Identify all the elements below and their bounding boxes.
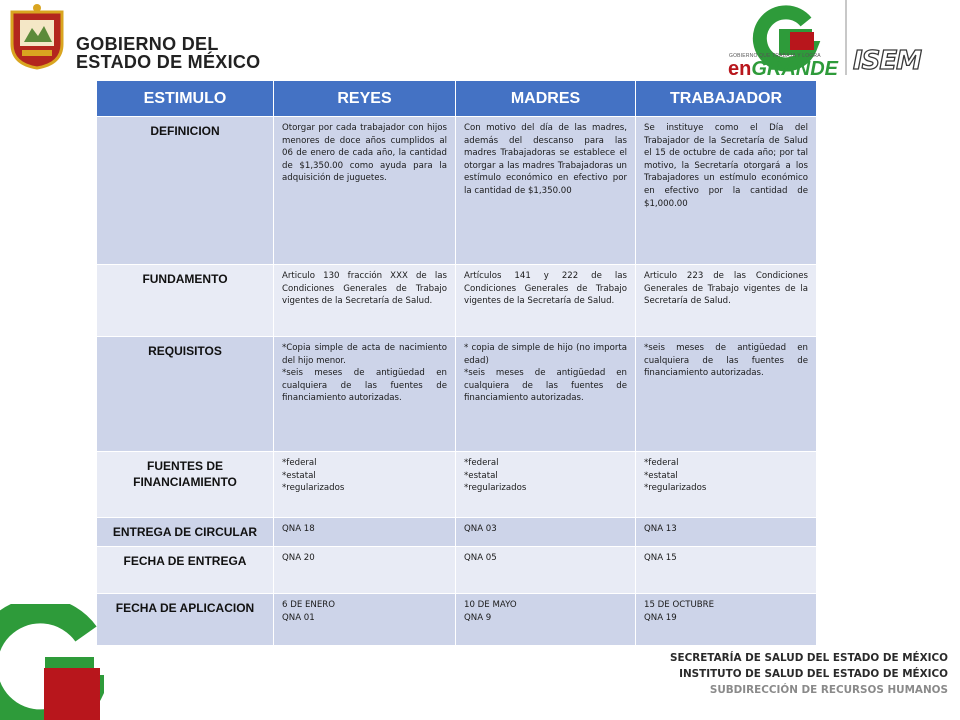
table-cell — [274, 594, 456, 646]
table-cell — [456, 547, 636, 594]
cell-text: Articulo 223 de las Condiciones Generales de Trabajo vigentes de la Secretaría de Salud. — [644, 271, 808, 307]
table-cell — [456, 594, 636, 646]
cell-text: *regularizados — [282, 483, 345, 494]
cell-text: QNA 9 — [464, 612, 492, 623]
table-header-row — [97, 81, 817, 117]
cell-text: Con motivo del día de las madres, además del descanso para las madres Trabajadoras se establece el otorgar a las madres Trabajadoras un estímulo económico en efectivo por la cantidad de $1,350.00 — [464, 123, 627, 196]
cell-text: *seis meses de antigüedad en cualquiera de las fuentes de financiamiento autorizadas. — [464, 368, 627, 404]
table-cell — [456, 452, 636, 518]
cell-text: *seis meses de antigüedad en cualquiera de las fuentes de financiamiento autorizadas. — [282, 368, 447, 404]
row-label: FECHA DE APLICACION — [97, 594, 274, 646]
page-footer — [670, 650, 948, 698]
row-label: FECHA DE ENTREGA — [97, 547, 274, 594]
footer-line-2: INSTITUTO DE SALUD DEL ESTADO DE MÉXICO — [679, 668, 948, 680]
government-logo-text — [76, 35, 260, 71]
row-label: FUENTES DE FINANCIAMIENTO — [97, 452, 274, 518]
footer-line-3: SUBDIRECCIÓN DE RECURSOS HUMANOS — [709, 684, 948, 696]
table-row — [97, 547, 817, 594]
table-cell — [456, 337, 636, 452]
table-row — [97, 337, 817, 452]
table-row — [97, 117, 817, 265]
table-cell — [636, 594, 817, 646]
cell-text: Se instituye como el Día del Trabajador de la Secretaría de Salud el 15 de octubre de cada año; por tal motivo, la Secretaría otorgará a los Trabajadores un estímulo económico en efectivo por la cantidad de $1,000.00 — [644, 123, 808, 209]
table-cell — [456, 265, 636, 337]
cell-text: QNA 18 — [282, 524, 315, 534]
table-cell — [636, 265, 817, 337]
cell-text: QNA 15 — [644, 553, 677, 563]
row-label: ENTREGA DE CIRCULAR — [97, 518, 274, 547]
table-cell — [636, 518, 817, 547]
footer-line-1: SECRETARÍA DE SALUD DEL ESTADO DE MÉXICO — [669, 652, 948, 664]
table-row — [97, 518, 817, 547]
table-cell — [456, 518, 636, 547]
stimulus-table — [96, 80, 817, 646]
cell-text: *regularizados — [644, 483, 707, 494]
table-row — [97, 452, 817, 518]
brand-en: en — [728, 58, 752, 80]
cell-text: * copia de simple de hijo (no importa edad) — [464, 343, 627, 366]
cell-text: *estatal — [644, 470, 678, 481]
row-label: REQUISITOS — [97, 337, 274, 452]
page-header — [0, 0, 960, 82]
cell-text: QNA 20 — [282, 553, 315, 563]
brand-grande: GRANDE — [751, 58, 839, 80]
table-cell — [274, 547, 456, 594]
table-cell — [636, 452, 817, 518]
col-header-trabajador: TRABAJADOR — [636, 81, 817, 117]
cell-text: *Copia simple de acta de nacimiento del hijo menor. — [282, 343, 447, 366]
cell-text: *seis meses de antigüedad en cualquiera de las fuentes de financiamiento autorizadas. — [644, 343, 808, 379]
gov-line-2: ESTADO DE MÉXICO — [76, 52, 261, 72]
table-row — [97, 594, 817, 646]
table-cell — [636, 117, 817, 265]
cell-text: QNA 03 — [464, 524, 497, 534]
cell-text: Artículos 141 y 222 de las Condiciones Generales de Trabajo vigentes de la Secretaría de Salud. — [464, 271, 627, 307]
cell-text: 15 DE OCTUBRE — [644, 600, 715, 610]
table-cell — [274, 117, 456, 265]
cell-text: 6 DE ENERO — [282, 600, 336, 610]
big-g-logo-icon — [0, 604, 104, 720]
state-seal-icon — [8, 4, 66, 70]
gov-line-1: GOBIERNO DEL — [76, 34, 219, 54]
brand-wordmark — [728, 58, 838, 81]
row-label: DEFINICION — [97, 117, 274, 265]
cell-text: QNA 19 — [644, 612, 677, 623]
col-header-estimulo: ESTIMULO — [97, 81, 274, 117]
cell-text: *federal — [282, 458, 317, 468]
table-cell — [274, 265, 456, 337]
cell-text: Otorgar por cada trabajador con hijos menores de doce años cumplidos al 06 de enero de cada año, la cantidad de $1,350.00 como ayuda para la adquisición de juguetes. — [282, 123, 447, 184]
isem-logo: ISEM — [853, 46, 922, 76]
brand-tagline: GOBIERNO QUE TRABAJA Y LOGRA — [729, 53, 821, 59]
cell-text: *federal — [644, 458, 679, 468]
table-cell — [274, 518, 456, 547]
table-cell — [456, 117, 636, 265]
cell-text: *estatal — [464, 470, 498, 481]
col-header-madres: MADRES — [456, 81, 636, 117]
cell-text: 10 DE MAYO — [464, 600, 517, 610]
cell-text: *regularizados — [464, 483, 527, 494]
col-header-reyes: REYES — [274, 81, 456, 117]
cell-text: Articulo 130 fracción XXX de las Condiciones Generales de Trabajo vigentes de la Secretaría de Salud. — [282, 271, 447, 307]
table-row — [97, 265, 817, 337]
header-divider — [845, 0, 847, 75]
cell-text: *federal — [464, 458, 499, 468]
table-cell — [274, 452, 456, 518]
cell-text: *estatal — [282, 470, 316, 481]
table-cell — [274, 337, 456, 452]
row-label: FUNDAMENTO — [97, 265, 274, 337]
cell-text: QNA 13 — [644, 524, 677, 534]
cell-text: QNA 01 — [282, 612, 315, 623]
cell-text: QNA 05 — [464, 553, 497, 563]
table-cell — [636, 337, 817, 452]
table-cell — [636, 547, 817, 594]
